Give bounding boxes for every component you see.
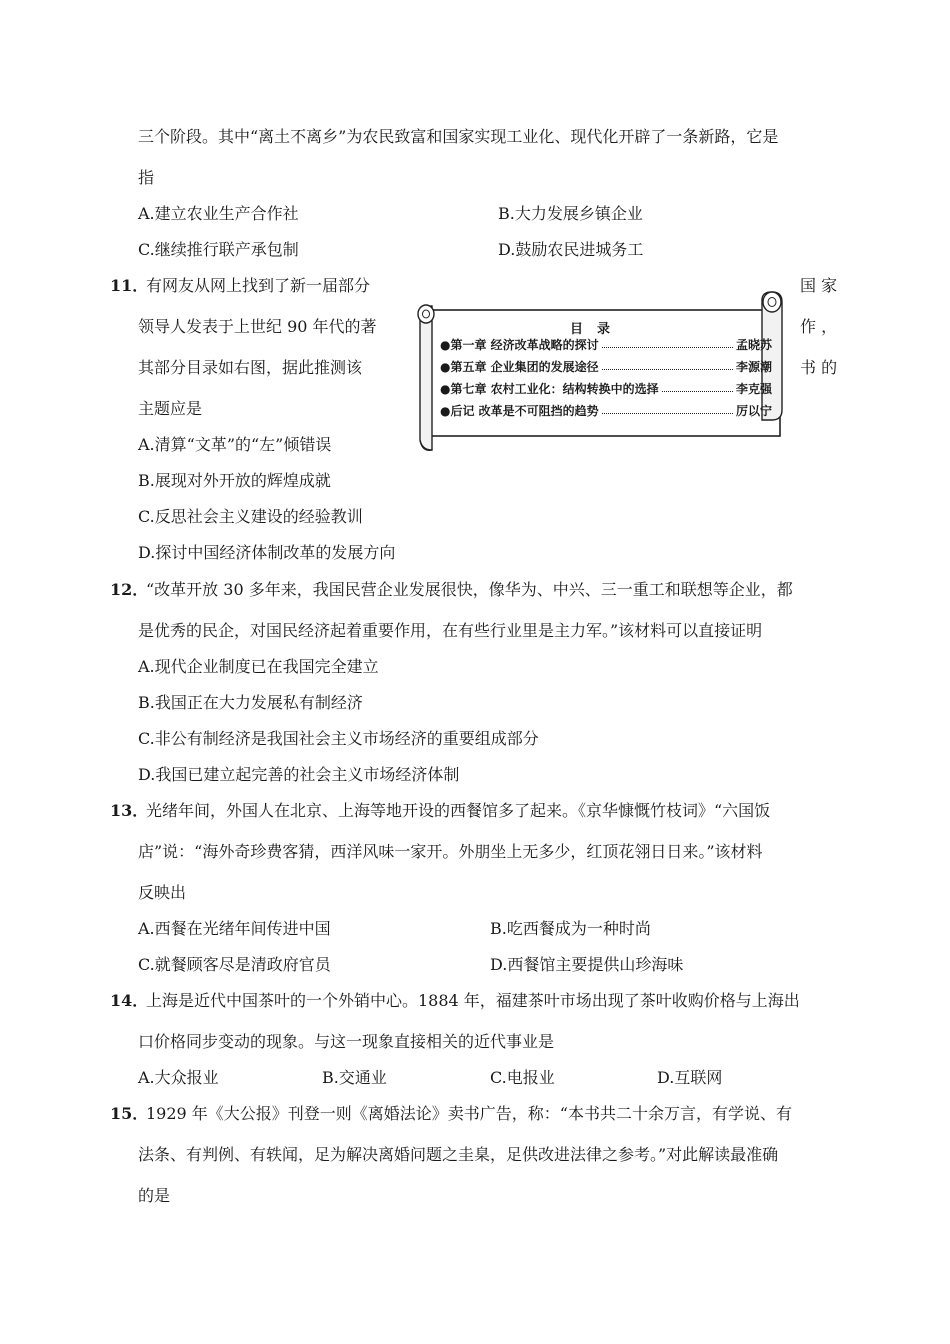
toc-author: 李克强 xyxy=(735,381,772,396)
q11-stem-line4: 主题应是 xyxy=(138,399,203,418)
q10-option-c: C.继续推行联产承包制 xyxy=(138,240,299,259)
q14-option-c: C.电报业 xyxy=(490,1068,555,1087)
q11-option-d: D.探讨中国经济体制改革的发展方向 xyxy=(138,543,396,562)
q13-option-a: A.西餐在光绪年间传进中国 xyxy=(138,919,331,938)
toc-leader-dots xyxy=(602,347,733,348)
toc-row xyxy=(440,334,772,354)
q13-option-c: C.就餐顾客尽是清政府官员 xyxy=(138,955,331,974)
toc-scroll-figure xyxy=(410,290,784,454)
q10-option-d: D.鼓励农民进城务工 xyxy=(498,240,644,259)
toc-title: 目录 xyxy=(569,322,624,337)
q14-stem-line1: 上海是近代中国茶叶的一个外销中心。1884 年，福建茶叶市场出现了茶叶收购价格与上海出 xyxy=(146,991,800,1010)
q13-stem-line3: 反映出 xyxy=(138,883,187,902)
q11-stem-line3b: 书 的 xyxy=(800,358,838,377)
q12-number: 12． xyxy=(110,580,149,599)
q13-option-b: B.吃西餐成为一种时尚 xyxy=(490,919,651,938)
q15-stem-line1: 1929 年《大公报》刊登一则《离婚法论》卖书广告，称：“本书共二十余万言，有学说、有 xyxy=(146,1104,792,1123)
q15-stem-line3: 的是 xyxy=(138,1186,171,1205)
q14-number: 14． xyxy=(110,991,149,1010)
q11-stem-line2a: 领导人发表于上世纪 90 年代的著 xyxy=(138,317,377,336)
q10-option-b: B.大力发展乡镇企业 xyxy=(498,204,643,223)
toc-author: 李源潮 xyxy=(735,359,772,374)
q13-stem-line1: 光绪年间，外国人在北京、上海等地开设的西餐馆多了起来。《京华慷慨竹枝词》“六国饭 xyxy=(146,801,771,820)
q12-option-a: A.现代企业制度已在我国完全建立 xyxy=(138,657,379,676)
toc-chapter: ●第七章 农村工业化：结构转换中的选择 xyxy=(440,381,659,396)
q11-stem-line1a: 有网友从网上找到了新一届部分 xyxy=(146,276,371,295)
q12-stem-line1: “改革开放 30 多年来，我国民营企业发展很快，像华为、中兴、三一重工和联想等企业，都 xyxy=(146,580,793,599)
q12-stem-line2: 是优秀的民企，对国民经济起着重要作用，在有些行业里是主力军。”该材料可以直接证明 xyxy=(138,621,763,640)
toc-leader-dots xyxy=(662,391,733,392)
toc-leader-dots xyxy=(602,413,733,414)
q10-stem-line1: 三个阶段。其中“离土不离乡”为农民致富和国家实现工业化、现代化开辟了一条新路，它是 xyxy=(138,127,779,146)
q15-number: 15． xyxy=(110,1104,149,1123)
toc-row xyxy=(440,356,772,376)
q14-option-a: A.大众报业 xyxy=(138,1068,219,1087)
toc-chapter: ●第一章 经济改革战略的探讨 xyxy=(440,337,599,352)
q14-stem-line2: 口价格同步变动的现象。与这一现象直接相关的近代事业是 xyxy=(138,1032,555,1051)
toc-author: 厉以宁 xyxy=(735,403,772,418)
q11-option-c: C.反思社会主义建设的经验教训 xyxy=(138,507,363,526)
q14-option-b: B.交通业 xyxy=(322,1068,387,1087)
q13-number: 13． xyxy=(110,801,149,820)
q11-number: 11． xyxy=(110,276,149,295)
q11-option-b: B.展现对外开放的辉煌成就 xyxy=(138,471,331,490)
q11-stem-line2b: 作 ， xyxy=(800,317,838,336)
q13-stem-line2: 店”说：“海外奇珍费客猜，西洋风味一家开。外朋坐上无多少，红顶花翎日日来。”该材料 xyxy=(138,842,763,861)
q15-stem-line2: 法条、有判例、有轶闻，足为解决离婚问题之圭臬，足供改进法律之参考。”对此解读最准确 xyxy=(138,1145,779,1164)
q12-option-c: C.非公有制经济是我国社会主义市场经济的重要组成部分 xyxy=(138,729,539,748)
q11-option-a: A.清算“文革”的“左”倾错误 xyxy=(138,435,332,454)
q12-option-b: B.我国正在大力发展私有制经济 xyxy=(138,693,363,712)
q10-option-a: A.建立农业生产合作社 xyxy=(138,204,299,223)
q14-option-d: D.互联网 xyxy=(657,1068,723,1087)
q11-stem-line3a: 其部分目录如右图，据此推测该 xyxy=(138,358,363,377)
toc-author: 孟晓苏 xyxy=(735,337,772,352)
q11-stem-line1b: 国 家 xyxy=(800,276,838,295)
toc-chapter: ●第五章 企业集团的发展途径 xyxy=(440,359,599,374)
q13-option-d: D.西餐馆主要提供山珍海味 xyxy=(490,955,684,974)
toc-row xyxy=(440,378,772,398)
q10-stem-line2: 指 xyxy=(138,168,155,187)
toc-row xyxy=(440,400,772,420)
toc-chapter: ●后记 改革是不可阻挡的趋势 xyxy=(440,403,599,418)
toc-leader-dots xyxy=(602,369,733,370)
q12-option-d: D.我国已建立起完善的社会主义市场经济体制 xyxy=(138,765,460,784)
